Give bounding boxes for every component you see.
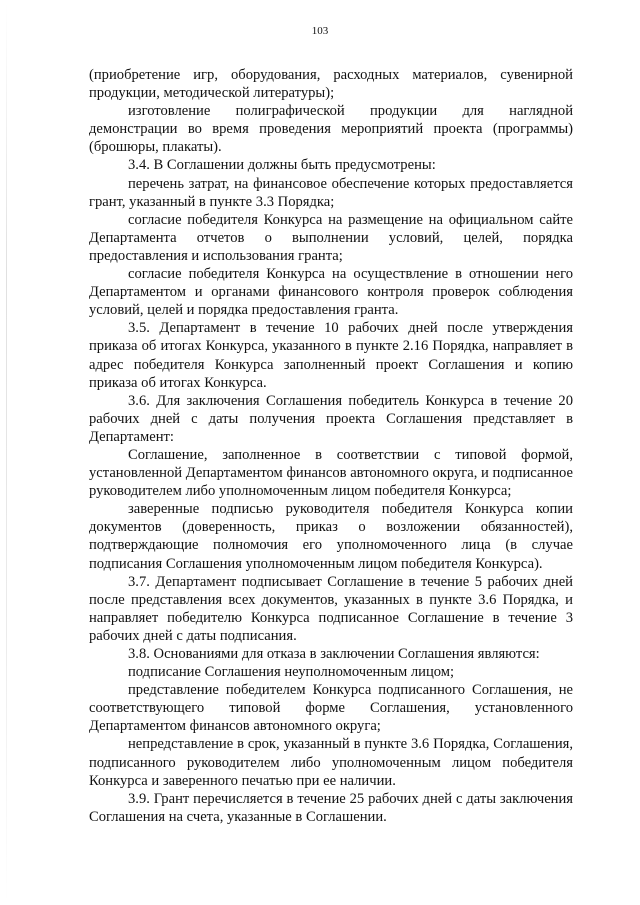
paragraph: представление победителем Конкурса подписанного Соглашения, не соответствующего типовой форме Соглашения, установленного Департаментом финансов автономного округа;	[89, 682, 573, 735]
paragraph: непредставление в срок, указанный в пункте 3.6 Порядка, Соглашения, подписанного руководителем либо уполномоченным лицом победителя Конкурса и заверенного печатью при ее наличии.	[89, 736, 573, 789]
paragraph: 3.5. Департамент в течение 10 рабочих дней после утверждения приказа об итогах Конкурса, указанного в пункте 2.16 Порядка, направляет в адрес победителя Конкурса заполненный проект Соглашения и копию приказа об итогах Конкурса.	[89, 320, 573, 391]
paragraph: перечень затрат, на финансовое обеспечение которых предоставляется грант, указанный в пункте 3.3 Порядка;	[89, 175, 573, 210]
paragraph: 3.6. Для заключения Соглашения победитель Конкурса в течение 20 рабочих дней с даты получения проекта Соглашения представляет в Департамент:	[89, 392, 573, 445]
paragraph: (приобретение игр, оборудования, расходных материалов, сувенирной продукции, методической литературы);	[89, 67, 573, 102]
paragraph: 3.4. В Соглашении должны быть предусмотрены:	[128, 157, 436, 174]
paragraph: изготовление полиграфической продукции для наглядной демонстрации во время проведения мероприятий проекта (программы) (брошюры, плакаты).	[89, 103, 573, 156]
document-body	[89, 66, 573, 826]
paragraph: Соглашение, заполненное в соответствии с типовой формой, установленной Департаментом финансов автономного округа, и подписанное руководителем либо уполномоченным лицом победителя Конкурса;	[89, 446, 573, 500]
paragraph: 3.8. Основаниями для отказа в заключении Соглашения являются:	[128, 646, 540, 662]
paragraph: согласие победителя Конкурса на осуществление в отношении него Департаментом и органами финансового контроля проверок соблюдения условий, целей и порядка предоставления гранта.	[89, 266, 573, 319]
paragraph: заверенные подписью руководителя победителя Конкурса копии документов (доверенность, приказ о возложении обязанностей), подтверждающие полномочия его уполномоченного лица (в случае подписания Соглашения уполномоченным лицом победителя Конкурса).	[89, 501, 573, 572]
paragraph: подписание Соглашения неуполномоченным лицом;	[128, 664, 455, 681]
paragraph: 3.7. Департамент подписывает Соглашение в течение 5 рабочих дней после представления всех документов, указанных в пункте 3.6 Порядка, и направляет победителю Конкурса подписанное Соглашение в течение 3 рабочих дней с даты подписания.	[89, 573, 573, 644]
page-number: 103	[311, 25, 329, 37]
paragraph: согласие победителя Конкурса на размещение на официальном сайте Департамента отчетов о выполнении условий, целей, порядка предоставления и использования гранта;	[89, 211, 573, 264]
paragraph: 3.9. Грант перечисляется в течение 25 рабочих дней с даты заключения Соглашения на счета, указанные в Соглашении.	[89, 790, 573, 825]
scan-edge-shadow	[6, 0, 7, 905]
